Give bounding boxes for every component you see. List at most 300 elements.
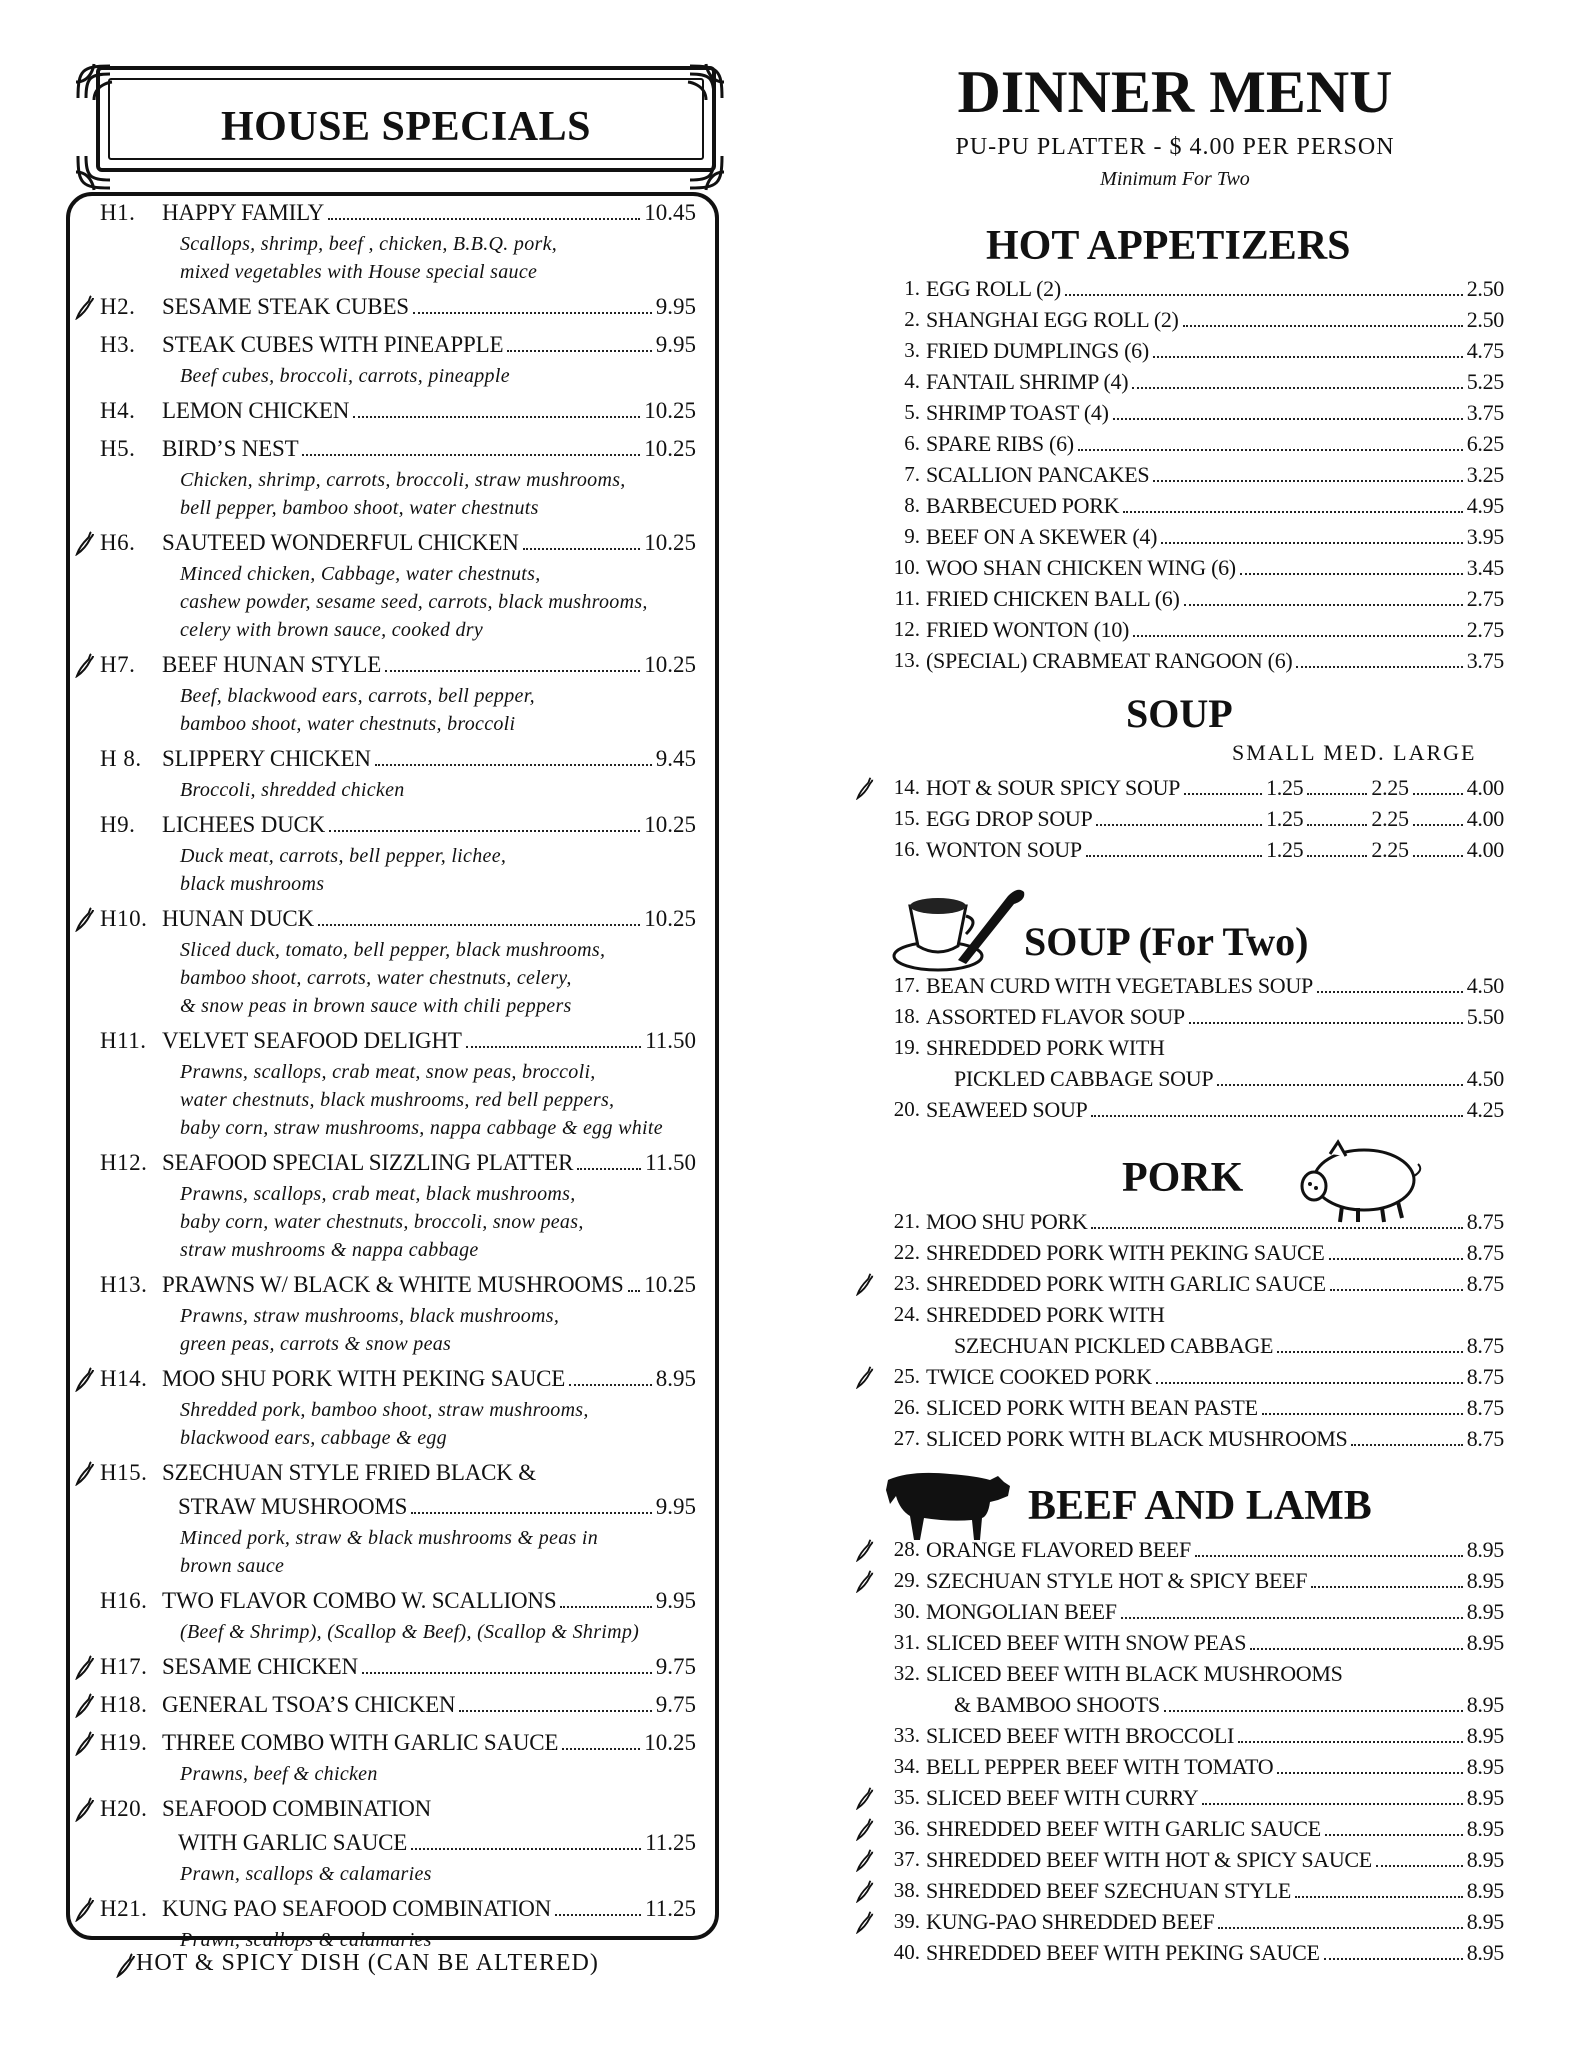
menu-row bbox=[854, 1720, 1504, 1751]
item-name-line bbox=[926, 1568, 1504, 1594]
item-name-line bbox=[926, 1537, 1504, 1563]
house-special-row bbox=[74, 1726, 716, 1760]
item-price: 10.45 bbox=[644, 200, 696, 225]
house-special-row bbox=[74, 328, 716, 362]
item-name-line bbox=[162, 812, 696, 838]
item-number: 4. bbox=[904, 369, 920, 393]
menu-row bbox=[854, 1689, 1504, 1720]
leader-dots bbox=[1183, 324, 1463, 327]
item-name-line bbox=[926, 1878, 1504, 1904]
leader-dots bbox=[1153, 355, 1463, 358]
leader-dots bbox=[466, 1045, 641, 1048]
house-special-row bbox=[74, 1688, 716, 1722]
item-name-line bbox=[162, 1730, 696, 1756]
leader-dots bbox=[1123, 510, 1462, 513]
menu-row bbox=[854, 1330, 1504, 1361]
chili-pepper-icon bbox=[74, 530, 96, 556]
item-number: 25. bbox=[893, 1364, 920, 1388]
leader-dots bbox=[1324, 1957, 1463, 1960]
price-small: 1.25 bbox=[1266, 836, 1304, 862]
item-number: 40. bbox=[893, 1940, 920, 1964]
item-number: 13. bbox=[893, 648, 920, 672]
house-special-row bbox=[74, 290, 716, 324]
item-name-line bbox=[926, 1630, 1504, 1656]
item-name-line bbox=[926, 586, 1504, 612]
item-code: H4. bbox=[100, 398, 136, 423]
leader-dots bbox=[1091, 1226, 1462, 1229]
menu-row bbox=[854, 1032, 1504, 1063]
item-description: Duck meat, carrots, bell pepper, lichee, bbox=[180, 845, 507, 867]
item-price: 11.25 bbox=[645, 1830, 696, 1855]
item-price: 4.50 bbox=[1466, 972, 1504, 998]
menu-row bbox=[854, 459, 1504, 490]
house-special-item bbox=[74, 1792, 716, 1888]
item-name-line bbox=[926, 1426, 1504, 1452]
item-number: 11. bbox=[894, 586, 920, 610]
item-name: SAUTEED WONDERFUL CHICKEN bbox=[162, 530, 519, 555]
menu-row bbox=[854, 1937, 1504, 1968]
price-large: 4.00 bbox=[1466, 836, 1504, 862]
item-name: SLICED PORK WITH BLACK MUSHROOMS bbox=[926, 1425, 1348, 1451]
menu-row bbox=[854, 1001, 1504, 1032]
item-name-line bbox=[926, 524, 1504, 550]
item-name-line bbox=[162, 332, 696, 358]
leader-dots bbox=[1240, 572, 1463, 575]
item-price: 9.95 bbox=[655, 1494, 696, 1519]
house-special-row bbox=[74, 1362, 716, 1396]
item-number: 1. bbox=[904, 276, 920, 300]
leader-dots bbox=[318, 923, 640, 926]
item-name: LICHEES DUCK bbox=[162, 812, 326, 837]
leader-dots bbox=[1133, 634, 1463, 637]
item-number: 22. bbox=[893, 1240, 920, 1264]
item-code: H18. bbox=[100, 1692, 148, 1717]
item-price: 8.95 bbox=[1466, 1598, 1504, 1624]
item-price: 8.95 bbox=[1466, 1815, 1504, 1841]
item-name: SHANGHAI EGG ROLL (2) bbox=[926, 306, 1179, 332]
item-name-line bbox=[162, 1654, 696, 1680]
item-name: FRIED DUMPLINGS (6) bbox=[926, 337, 1149, 363]
menu-row bbox=[854, 1237, 1504, 1268]
house-special-row bbox=[74, 742, 716, 776]
item-price: 8.75 bbox=[1466, 1363, 1504, 1389]
item-price: 9.95 bbox=[655, 332, 696, 357]
menu-row bbox=[854, 335, 1504, 366]
price-large: 4.00 bbox=[1466, 774, 1504, 800]
item-number: 23. bbox=[893, 1271, 920, 1295]
house-special-row bbox=[74, 1268, 716, 1302]
item-price: 8.95 bbox=[1466, 1846, 1504, 1872]
item-name-line bbox=[926, 1785, 1504, 1811]
item-number: 37. bbox=[893, 1847, 920, 1871]
celtic-knot-icon bbox=[72, 150, 116, 194]
menu-row bbox=[854, 397, 1504, 428]
house-specials-list bbox=[74, 196, 716, 1958]
pork-list bbox=[854, 1206, 1504, 1454]
leader-dots bbox=[555, 1913, 641, 1916]
item-name-cont: & BAMBOO SHOOTS bbox=[954, 1691, 1160, 1717]
item-price: 8.75 bbox=[1466, 1394, 1504, 1420]
item-description: black mushrooms bbox=[180, 873, 325, 895]
beef-lamb-list bbox=[854, 1534, 1504, 1968]
leader-dots bbox=[1113, 417, 1463, 420]
item-price: 10.25 bbox=[644, 906, 696, 931]
item-number: 20. bbox=[893, 1097, 920, 1121]
item-price: 8.95 bbox=[655, 1366, 696, 1391]
price-small: 1.25 bbox=[1266, 774, 1304, 800]
item-description: Prawn, scallops & calamaries bbox=[180, 1863, 432, 1885]
leader-dots bbox=[328, 217, 640, 220]
menu-row bbox=[854, 834, 1504, 865]
house-special-row bbox=[74, 1584, 716, 1618]
item-price: 10.25 bbox=[644, 436, 696, 461]
item-number: 36. bbox=[893, 1816, 920, 1840]
item-price: 5.25 bbox=[1466, 368, 1504, 394]
leader-dots bbox=[1065, 293, 1463, 296]
menu-row bbox=[854, 970, 1504, 1001]
item-name-line bbox=[162, 652, 696, 678]
item-name-line bbox=[926, 307, 1504, 333]
item-name: SEAFOOD SPECIAL SIZZLING PLATTER bbox=[162, 1150, 574, 1175]
item-number: 9. bbox=[904, 524, 920, 548]
menu-row bbox=[854, 1423, 1504, 1454]
item-name-line bbox=[162, 398, 696, 424]
leader-dots bbox=[1325, 1833, 1463, 1836]
menu-row bbox=[854, 366, 1504, 397]
item-name-line bbox=[926, 1066, 1504, 1092]
item-name: MONGOLIAN BEEF bbox=[926, 1598, 1117, 1624]
leader-dots bbox=[1351, 1443, 1462, 1446]
celtic-knot-icon bbox=[72, 60, 116, 104]
item-name-line bbox=[926, 1004, 1504, 1030]
menu-row bbox=[854, 1299, 1504, 1330]
item-name: FANTAIL SHRIMP (4) bbox=[926, 368, 1129, 394]
chili-pepper-icon bbox=[74, 1796, 96, 1822]
house-special-row bbox=[74, 902, 716, 936]
house-special-row bbox=[74, 526, 716, 560]
item-name-line bbox=[162, 1692, 696, 1718]
house-special-item bbox=[74, 1268, 716, 1358]
house-special-item bbox=[74, 196, 716, 286]
leader-dots bbox=[560, 1605, 651, 1608]
item-code: H13. bbox=[100, 1272, 148, 1297]
item-price: 8.95 bbox=[1466, 1629, 1504, 1655]
item-number: 32. bbox=[893, 1661, 920, 1685]
leader-dots bbox=[1413, 823, 1463, 826]
leader-dots bbox=[1413, 854, 1463, 857]
cow-icon bbox=[880, 1460, 1016, 1544]
chili-pepper-icon bbox=[74, 1730, 96, 1756]
item-name-line bbox=[162, 906, 696, 932]
item-name: BEAN CURD WITH VEGETABLES SOUP bbox=[926, 972, 1313, 998]
item-description: green peas, carrots & snow peas bbox=[180, 1333, 452, 1355]
menu-row bbox=[854, 273, 1504, 304]
menu-row bbox=[854, 1268, 1504, 1299]
item-name: SCALLION PANCAKES bbox=[926, 461, 1150, 487]
menu-row bbox=[854, 1782, 1504, 1813]
house-special-item bbox=[74, 526, 716, 644]
soup-list bbox=[854, 772, 1504, 865]
item-number: 18. bbox=[893, 1004, 920, 1028]
item-description: bell pepper, bamboo shoot, water chestnuts bbox=[180, 497, 539, 519]
leader-dots bbox=[1307, 792, 1367, 795]
item-name-line bbox=[926, 1209, 1504, 1235]
item-name: STEAK CUBES WITH PINEAPPLE bbox=[162, 332, 504, 357]
item-price: 3.95 bbox=[1466, 523, 1504, 549]
item-name-cont: WITH GARLIC SAUCE bbox=[178, 1830, 408, 1855]
item-name: GENERAL TSOA’S CHICKEN bbox=[162, 1692, 456, 1717]
item-price: 3.25 bbox=[1466, 461, 1504, 487]
item-name: WONTON SOUP bbox=[926, 836, 1082, 862]
item-name-line bbox=[926, 806, 1504, 832]
house-special-item bbox=[74, 1650, 716, 1684]
item-number: 24. bbox=[893, 1302, 920, 1326]
leader-dots bbox=[1311, 1585, 1462, 1588]
house-special-item bbox=[74, 290, 716, 324]
house-special-row bbox=[74, 432, 716, 466]
spicy-footnote-text: HOT & SPICY DISH (CAN BE ALTERED) bbox=[136, 1950, 599, 1976]
item-price: 2.50 bbox=[1466, 306, 1504, 332]
menu-row bbox=[854, 1206, 1504, 1237]
item-code: H16. bbox=[100, 1588, 148, 1613]
item-code: H17. bbox=[100, 1654, 148, 1679]
item-code: H19. bbox=[100, 1730, 148, 1755]
leader-dots bbox=[329, 829, 640, 832]
item-code: H11. bbox=[100, 1028, 147, 1053]
item-name-line bbox=[926, 1599, 1504, 1625]
item-name-line bbox=[926, 555, 1504, 581]
soup-for-two-list bbox=[854, 970, 1504, 1125]
item-name: SHREDDED BEEF WITH HOT & SPICY SAUCE bbox=[926, 1846, 1372, 1872]
item-price: 10.25 bbox=[644, 652, 696, 677]
menu-row bbox=[854, 1875, 1504, 1906]
dinner-menu-title: DINNER MENU bbox=[957, 59, 1393, 125]
item-price: 3.75 bbox=[1466, 647, 1504, 673]
item-name-line bbox=[926, 369, 1504, 395]
item-price: 3.45 bbox=[1466, 554, 1504, 580]
leader-dots bbox=[523, 547, 641, 550]
house-special-item bbox=[74, 1688, 716, 1722]
item-name-line bbox=[162, 294, 696, 320]
item-description: bamboo shoot, carrots, water chestnuts, celery, bbox=[180, 967, 572, 989]
leader-dots bbox=[1238, 1740, 1463, 1743]
item-name: (SPECIAL) CRABMEAT RANGOON (6) bbox=[926, 647, 1293, 673]
spicy-footnote bbox=[136, 1950, 599, 1977]
item-description: Shredded pork, bamboo shoot, straw mushrooms, bbox=[180, 1399, 589, 1421]
pork-title: PORK bbox=[1122, 1155, 1244, 1201]
item-name-line bbox=[926, 1909, 1504, 1935]
item-number: 15. bbox=[893, 806, 920, 830]
item-name: SHREDDED PORK WITH bbox=[926, 1301, 1165, 1327]
house-special-row bbox=[74, 394, 716, 428]
item-name: PRAWNS W/ BLACK & WHITE MUSHROOMS bbox=[162, 1272, 624, 1297]
celtic-knot-icon bbox=[684, 150, 728, 194]
menu-row bbox=[854, 803, 1504, 834]
menu-row bbox=[854, 1844, 1504, 1875]
item-name: EGG DROP SOUP bbox=[926, 805, 1093, 831]
house-special-item bbox=[74, 328, 716, 390]
item-code: H12. bbox=[100, 1150, 148, 1175]
item-price: 9.95 bbox=[655, 294, 696, 319]
leader-dots bbox=[628, 1289, 641, 1292]
item-price: 8.95 bbox=[1466, 1877, 1504, 1903]
leader-dots bbox=[1189, 1021, 1463, 1024]
item-number: 6. bbox=[904, 431, 920, 455]
item-name-cont: STRAW MUSHROOMS bbox=[178, 1494, 408, 1519]
leader-dots bbox=[1307, 823, 1367, 826]
item-price: 8.75 bbox=[1466, 1208, 1504, 1234]
house-special-row bbox=[74, 1456, 716, 1490]
item-name-line bbox=[162, 1896, 696, 1922]
item-name-line bbox=[926, 1097, 1504, 1123]
item-name-line bbox=[926, 617, 1504, 643]
item-code: H5. bbox=[100, 436, 136, 461]
pupu-platter-note: Minimum For Two bbox=[1100, 168, 1250, 190]
item-name: SPARE RIBS (6) bbox=[926, 430, 1074, 456]
item-name: SLICED BEEF WITH BLACK MUSHROOMS bbox=[926, 1660, 1343, 1686]
item-number: 27. bbox=[893, 1426, 920, 1450]
chili-pepper-icon bbox=[74, 1896, 96, 1922]
item-number: 29. bbox=[893, 1568, 920, 1592]
item-price: 9.75 bbox=[655, 1692, 696, 1717]
leader-dots bbox=[507, 349, 651, 352]
house-special-row bbox=[74, 648, 716, 682]
item-description: & snow peas in brown sauce with chili peppers bbox=[180, 995, 572, 1017]
leader-dots bbox=[1164, 1709, 1463, 1712]
leader-dots bbox=[362, 1671, 652, 1674]
item-description: blackwood ears, cabbage & egg bbox=[180, 1427, 447, 1449]
leader-dots bbox=[1156, 1381, 1463, 1384]
item-description: Beef, blackwood ears, carrots, bell pepper, bbox=[180, 685, 535, 707]
item-name: SEAWEED SOUP bbox=[926, 1096, 1088, 1122]
leader-dots bbox=[1132, 386, 1462, 389]
menu-row bbox=[854, 583, 1504, 614]
menu-row bbox=[854, 1751, 1504, 1782]
leader-dots bbox=[1295, 1895, 1463, 1898]
menu-row bbox=[854, 1392, 1504, 1423]
item-description: Scallops, shrimp, beef , chicken, B.B.Q. pork, bbox=[180, 233, 558, 255]
menu-row bbox=[854, 1361, 1504, 1392]
item-description: Chicken, shrimp, carrots, broccoli, straw mushrooms, bbox=[180, 469, 626, 491]
item-name-cont: PICKLED CABBAGE SOUP bbox=[954, 1065, 1214, 1091]
price-med: 2.25 bbox=[1371, 836, 1409, 862]
item-number: 38. bbox=[893, 1878, 920, 1902]
leader-dots bbox=[1262, 1412, 1463, 1415]
item-description: Broccoli, shredded chicken bbox=[180, 779, 405, 801]
item-name: TWO FLAVOR COMBO W. SCALLIONS bbox=[162, 1588, 557, 1613]
house-special-item bbox=[74, 1024, 716, 1142]
item-name-line bbox=[926, 400, 1504, 426]
item-price: 8.95 bbox=[1466, 1567, 1504, 1593]
house-special-row bbox=[74, 1490, 716, 1524]
item-name: ORANGE FLAVORED BEEF bbox=[926, 1536, 1191, 1562]
item-name-line bbox=[926, 1302, 1504, 1328]
item-name: VELVET SEAFOOD DELIGHT bbox=[162, 1028, 462, 1053]
house-special-item bbox=[74, 1726, 716, 1788]
item-price: 8.95 bbox=[1466, 1939, 1504, 1965]
leader-dots bbox=[569, 1383, 652, 1386]
soup-size-header: SMALL MED. LARGE bbox=[1232, 740, 1477, 765]
item-number: 8. bbox=[904, 493, 920, 517]
item-name: KUNG PAO SEAFOOD COMBINATION bbox=[162, 1896, 552, 1921]
item-name: SHRIMP TOAST (4) bbox=[926, 399, 1109, 425]
item-price: 9.45 bbox=[655, 746, 696, 771]
leader-dots bbox=[1413, 792, 1463, 795]
item-price: 8.75 bbox=[1466, 1239, 1504, 1265]
leader-dots bbox=[1195, 1554, 1463, 1557]
leader-dots bbox=[1086, 854, 1262, 857]
item-name-line bbox=[162, 436, 696, 462]
item-number: 7. bbox=[904, 462, 920, 486]
chili-pepper-icon bbox=[74, 1654, 96, 1680]
menu-row bbox=[854, 772, 1504, 803]
house-special-row bbox=[74, 1892, 716, 1926]
item-name-line bbox=[162, 1272, 696, 1298]
menu-row bbox=[854, 1534, 1504, 1565]
leader-dots bbox=[1277, 1771, 1462, 1774]
item-description: Minced pork, straw & black mushrooms & peas in bbox=[180, 1527, 599, 1549]
leader-dots bbox=[411, 1511, 651, 1514]
leader-dots bbox=[577, 1167, 641, 1170]
item-name-line bbox=[926, 1035, 1504, 1061]
item-price: 4.50 bbox=[1466, 1065, 1504, 1091]
price-small: 1.25 bbox=[1266, 805, 1304, 831]
leader-dots bbox=[1091, 1114, 1462, 1117]
house-special-row bbox=[74, 1792, 716, 1826]
leader-dots bbox=[1307, 854, 1367, 857]
item-name: FRIED CHICKEN BALL (6) bbox=[926, 585, 1180, 611]
item-name-line bbox=[926, 973, 1504, 999]
item-name: ASSORTED FLAVOR SOUP bbox=[926, 1003, 1185, 1029]
item-name-line bbox=[162, 1796, 696, 1822]
leader-dots bbox=[353, 415, 640, 418]
item-name-line bbox=[926, 462, 1504, 488]
item-price: 9.75 bbox=[655, 1654, 696, 1679]
item-name: BEEF ON A SKEWER (4) bbox=[926, 523, 1158, 549]
item-name-line bbox=[178, 1830, 696, 1856]
item-name-line bbox=[926, 1271, 1504, 1297]
item-description: baby corn, straw mushrooms, nappa cabbage & egg white bbox=[180, 1117, 663, 1139]
item-name-line bbox=[162, 746, 696, 772]
item-number: 35. bbox=[893, 1785, 920, 1809]
menu-row bbox=[854, 1063, 1504, 1094]
menu-row bbox=[854, 1813, 1504, 1844]
item-price: 10.25 bbox=[644, 812, 696, 837]
item-name-line bbox=[926, 1847, 1504, 1873]
menu-row bbox=[854, 490, 1504, 521]
item-number: 28. bbox=[893, 1537, 920, 1561]
item-code: H9. bbox=[100, 812, 136, 837]
leader-dots bbox=[1277, 1350, 1463, 1353]
item-name: BARBECUED PORK bbox=[926, 492, 1120, 518]
item-name-line bbox=[926, 1816, 1504, 1842]
item-price: 10.25 bbox=[644, 398, 696, 423]
beef-lamb-title: BEEF AND LAMB bbox=[1028, 1483, 1372, 1529]
item-name: SESAME CHICKEN bbox=[162, 1654, 358, 1679]
item-price: 8.95 bbox=[1466, 1722, 1504, 1748]
item-name: SZECHUAN STYLE FRIED BLACK & bbox=[162, 1460, 536, 1485]
item-name-line bbox=[926, 1940, 1504, 1966]
item-name: SLICED BEEF WITH CURRY bbox=[926, 1784, 1199, 1810]
item-name-line bbox=[926, 1661, 1504, 1687]
item-code: H6. bbox=[100, 530, 136, 555]
leader-dots bbox=[385, 669, 640, 672]
item-price: 4.75 bbox=[1466, 337, 1504, 363]
item-name-line bbox=[926, 276, 1504, 302]
menu-row bbox=[854, 304, 1504, 335]
house-special-item bbox=[74, 742, 716, 804]
item-name-line bbox=[162, 1366, 696, 1392]
